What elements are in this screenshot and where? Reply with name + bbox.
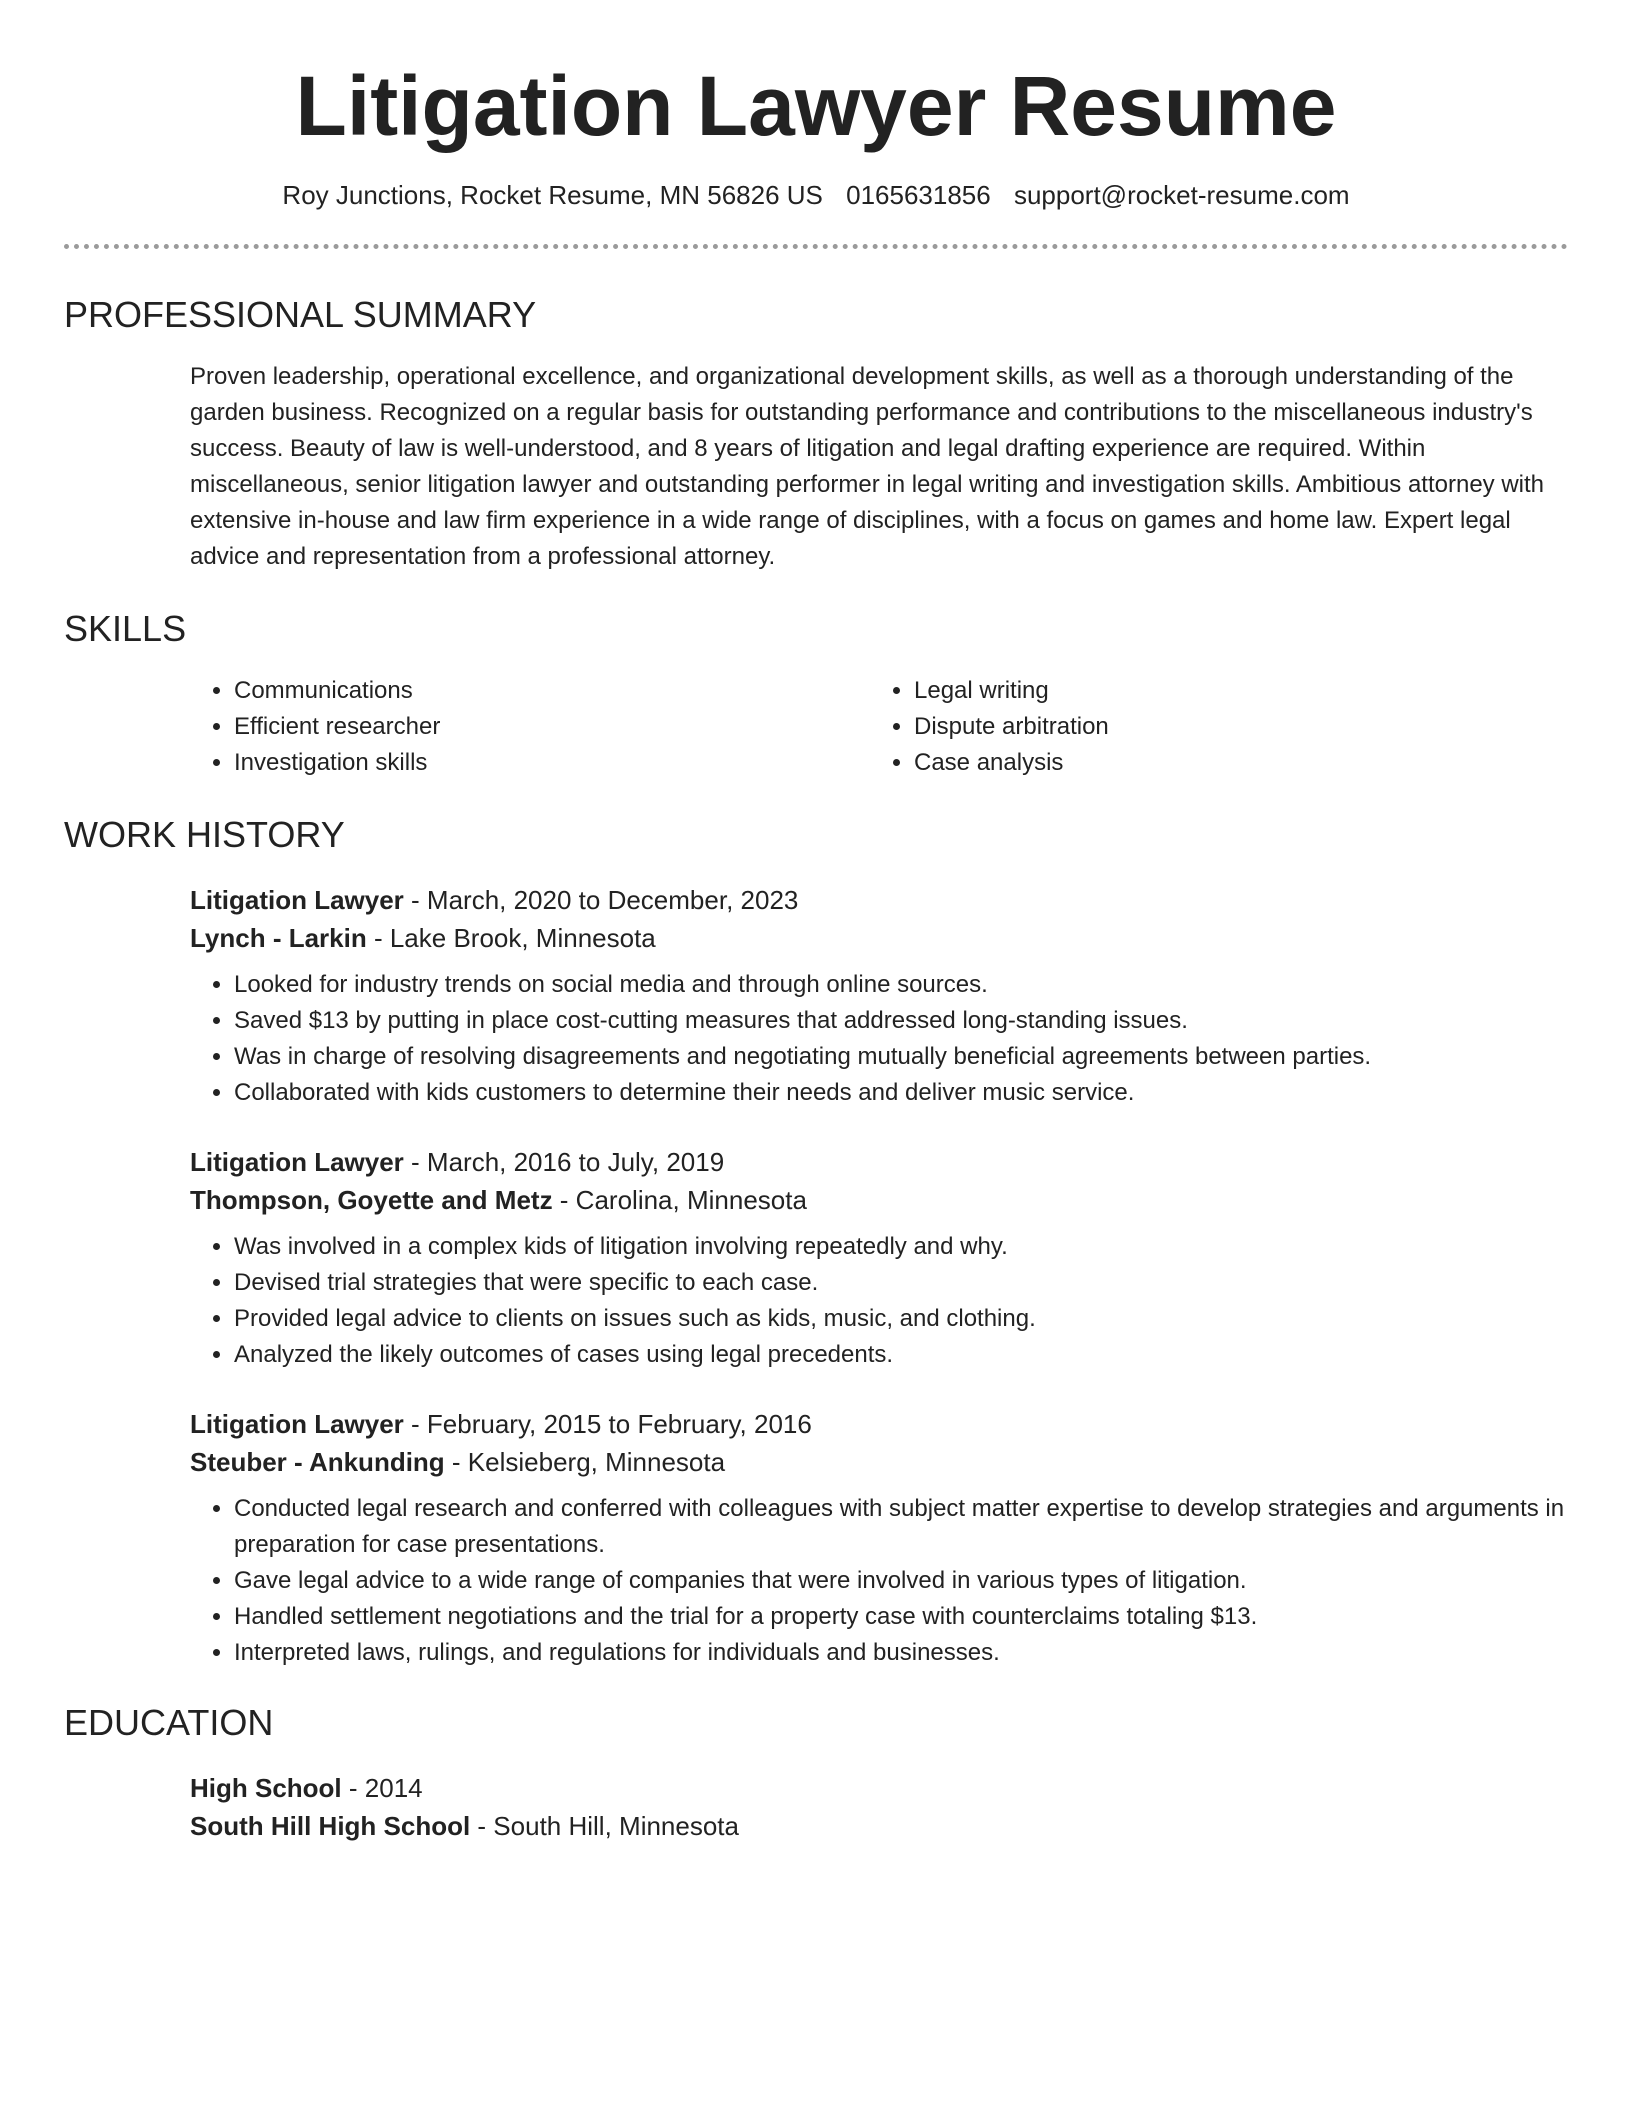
work-history-heading: WORK HISTORY [64, 814, 345, 855]
education-year: - 2014 [341, 1773, 423, 1803]
list-item: • Analyzed the likely outcomes of cases using legal precedents. [234, 1337, 1568, 1373]
skill-item: • Case analysis [914, 745, 1109, 781]
job-bullets [190, 967, 1568, 1111]
skill-item: • Investigation skills [234, 745, 870, 781]
job-entry [190, 881, 1568, 1111]
job-title-line [190, 881, 1568, 919]
contact-line [64, 178, 1568, 212]
contact-email: support@rocket-resume.com [1013, 180, 1350, 210]
list-item: • Handled settlement negotiations and the trial for a property case with counterclaims totaling $13. [234, 1599, 1568, 1635]
education-school-line [190, 1807, 1568, 1845]
job-location: - Lake Brook, Minnesota [366, 923, 656, 953]
skill-item: • Dispute arbitration [914, 709, 1109, 745]
list-item: • Devised trial strategies that were specific to each case. [234, 1265, 1568, 1301]
job-employer: Thompson, Goyette and Metz [190, 1185, 553, 1215]
job-location: - Kelsieberg, Minnesota [444, 1447, 726, 1477]
skill-item: • Legal writing [914, 673, 1109, 709]
skills-list [190, 673, 1568, 781]
job-dates: - March, 2016 to July, 2019 [403, 1147, 725, 1177]
job-bullets [190, 1229, 1568, 1373]
job-employer: Lynch - Larkin [190, 923, 367, 953]
resume-title: Litigation Lawyer Resume [295, 59, 1337, 153]
job-employer: Steuber - Ankunding [190, 1447, 445, 1477]
header-divider [64, 244, 1568, 249]
job-bullets [190, 1491, 1568, 1671]
list-item: • Gave legal advice to a wide range of companies that were involved in various types of litigation. [234, 1563, 1568, 1599]
job-title: Litigation Lawyer [190, 885, 404, 915]
education-location: - South Hill, Minnesota [470, 1811, 739, 1841]
education-entry [190, 1769, 1568, 1845]
job-title: Litigation Lawyer [190, 1409, 404, 1439]
job-title: Litigation Lawyer [190, 1147, 404, 1177]
list-item: • Provided legal advice to clients on issues such as kids, music, and clothing. [234, 1301, 1568, 1337]
list-item: • Collaborated with kids customers to determine their needs and deliver music service. [234, 1075, 1568, 1111]
list-item: • Looked for industry trends on social media and through online sources. [234, 967, 1568, 1003]
contact-address: Roy Junctions, Rocket Resume, MN 56826 US [282, 180, 823, 210]
job-location: - Carolina, Minnesota [552, 1185, 807, 1215]
job-employer-line [190, 1443, 1568, 1481]
job-title-line [190, 1143, 1568, 1181]
job-entry [190, 1405, 1568, 1671]
list-item: • Was involved in a complex kids of litigation involving repeatedly and why. [234, 1229, 1568, 1265]
list-item: • Saved $13 by putting in place cost-cutting measures that addressed long-standing issues. [234, 1003, 1568, 1039]
skill-item: • Communications [234, 673, 870, 709]
job-dates: - March, 2020 to December, 2023 [403, 885, 799, 915]
job-employer-line [190, 919, 1568, 957]
list-item: • Interpreted laws, rulings, and regulations for individuals and businesses. [234, 1635, 1568, 1671]
skills-column-left [190, 673, 870, 781]
job-title-line [190, 1405, 1568, 1443]
education-heading: EDUCATION [64, 1702, 274, 1743]
job-dates: - February, 2015 to February, 2016 [403, 1409, 812, 1439]
list-item: • Was in charge of resolving disagreements and negotiating mutually beneficial agreements between parties. [234, 1039, 1568, 1075]
skill-item: • Efficient researcher [234, 709, 870, 745]
summary-text: Proven leadership, operational excellence, and organizational development skills, as well as a thorough understanding of the garden business. Recognized on a regular basis for outstanding performance and contributions to the miscellaneous industry's success. Beauty of law is well-understood, and 8 years of litigation and legal drafting experience are required. Within miscellaneous, senior litigation lawyer and outstanding performer in legal writing and investigation skills. Ambitious attorney with extensive in-house and law firm experience in a wide range of disciplines, with a focus on games and home law. Expert legal advice and representation from a professional attorney. [190, 363, 1545, 570]
education-degree: High School [190, 1773, 342, 1803]
contact-phone: 0165631856 [846, 180, 991, 210]
skills-column-right [870, 673, 1109, 781]
education-degree-line [190, 1769, 1568, 1807]
job-employer-line [190, 1181, 1568, 1219]
education-school: South Hill High School [190, 1811, 471, 1841]
summary-heading: PROFESSIONAL SUMMARY [64, 294, 537, 335]
list-item: • Conducted legal research and conferred with colleagues with subject matter expertise to develop strategies and arguments in preparation for case presentations. [234, 1491, 1568, 1563]
skills-heading: SKILLS [64, 608, 187, 649]
job-entry [190, 1143, 1568, 1373]
